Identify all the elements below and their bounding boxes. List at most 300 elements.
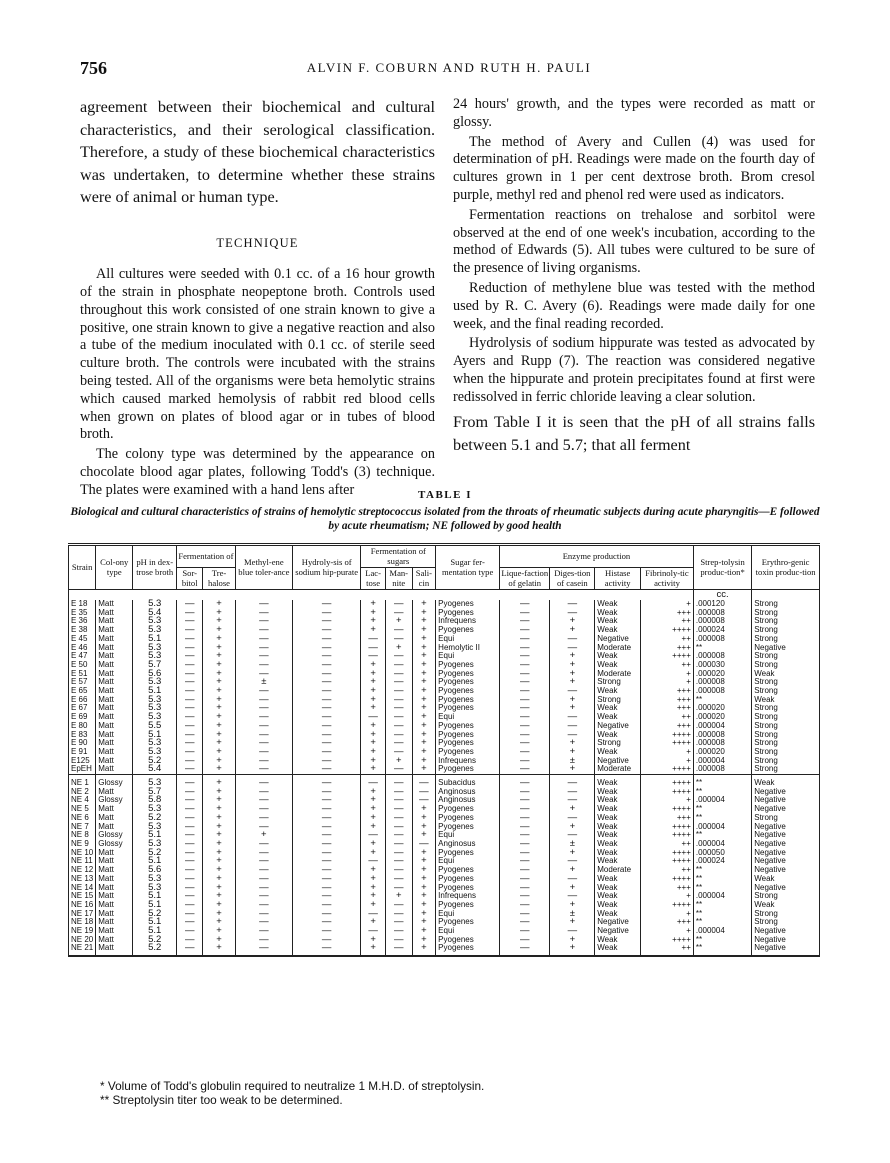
cell-streptolysin: .000020 — [693, 713, 751, 722]
cell-gelatin: — — [500, 617, 550, 626]
cell-sorbitol: — — [177, 910, 203, 919]
cell-salicin: + — [412, 875, 436, 884]
cell-casein: + — [550, 617, 595, 626]
cell-streptolysin: .000020 — [693, 670, 751, 679]
cell-histase: Weak — [595, 779, 641, 788]
cell-colony: Matt — [96, 704, 133, 713]
cell-salicin: + — [412, 927, 436, 936]
cell-sugar-type: Pyogenes — [436, 805, 500, 814]
cell-sugar-type: Pyogenes — [436, 626, 500, 635]
cell-methylene: — — [235, 805, 292, 814]
cell-sorbitol: — — [177, 927, 203, 936]
cell-methylene: — — [235, 661, 292, 670]
cell-lactose: + — [361, 901, 385, 910]
cell-trehalose: + — [203, 944, 235, 956]
cell-ph: 5.3 — [133, 713, 177, 722]
cell-casein: — — [550, 722, 595, 731]
cell-colony: Matt — [96, 936, 133, 945]
cell-streptolysin: .000004 — [693, 840, 751, 849]
cell-histase: Weak — [595, 661, 641, 670]
cell-streptolysin: .000008 — [693, 739, 751, 748]
cell-streptolysin: .000008 — [693, 652, 751, 661]
cell-ph: 5.3 — [133, 884, 177, 893]
cell-sorbitol: — — [177, 831, 203, 840]
cell-fibrinolytic: + — [641, 927, 694, 936]
cell-sorbitol: — — [177, 788, 203, 797]
cell-hippurate: — — [292, 757, 360, 766]
cell-methylene: — — [235, 944, 292, 956]
cell-ph: 5.1 — [133, 857, 177, 866]
cell-salicin: — — [412, 796, 436, 805]
cell-mannite: — — [385, 678, 412, 687]
cell-fibrinolytic: ++ — [641, 617, 694, 626]
cell-salicin: + — [412, 823, 436, 832]
cell-histase: Weak — [595, 910, 641, 919]
right-paragraph-1: The method of Avery and Cullen (4) was used for determination of pH. Readings were made on the fourth day of cultures grown in 1 per cent dextrose broth. Brom cresol purple, methyl red and phenol red were used as indicators. — [453, 133, 815, 203]
cell-strain: NE 17 — [69, 910, 96, 919]
cell-streptolysin: ** — [693, 875, 751, 884]
cell-strain: NE 10 — [69, 849, 96, 858]
cell-mannite: — — [385, 805, 412, 814]
cell-strain: E 47 — [69, 652, 96, 661]
cell-sorbitol: — — [177, 892, 203, 901]
cell-erythrogenic: Weak — [752, 670, 820, 679]
cell-salicin: + — [412, 748, 436, 757]
cell-sorbitol: — — [177, 652, 203, 661]
cell-methylene: — — [235, 644, 292, 653]
cell-methylene: — — [235, 626, 292, 635]
cell-sorbitol: — — [177, 600, 203, 609]
cell-salicin: + — [412, 609, 436, 618]
cell-erythrogenic: Strong — [752, 918, 820, 927]
cell-colony: Matt — [96, 644, 133, 653]
cell-ph: 5.3 — [133, 704, 177, 713]
cell-casein: + — [550, 670, 595, 679]
cell-erythrogenic: Strong — [752, 892, 820, 901]
cell-ph: 5.4 — [133, 765, 177, 774]
cell-casein: + — [550, 823, 595, 832]
cell-mannite: — — [385, 936, 412, 945]
cell-streptolysin: ** — [693, 910, 751, 919]
cell-sugar-type: Subacidus — [436, 779, 500, 788]
cell-sugar-type: Pyogenes — [436, 875, 500, 884]
cell-histase: Negative — [595, 722, 641, 731]
cell-sugar-type: Pyogenes — [436, 704, 500, 713]
cell-trehalose: + — [203, 609, 235, 618]
cell-salicin: — — [412, 788, 436, 797]
cell-colony: Matt — [96, 661, 133, 670]
footnote-1: * Volume of Todd's globulin required to neutralize 1 M.H.D. of streptolysin. — [100, 1079, 485, 1093]
cell-salicin: + — [412, 944, 436, 956]
cell-colony: Matt — [96, 884, 133, 893]
cell-colony: Glossy — [96, 779, 133, 788]
cell-strain: E 36 — [69, 617, 96, 626]
cell-ph: 5.5 — [133, 722, 177, 731]
cell-strain: NE 5 — [69, 805, 96, 814]
cell-sorbitol: — — [177, 796, 203, 805]
cell-sorbitol: — — [177, 626, 203, 635]
cell-mannite: — — [385, 840, 412, 849]
cell-trehalose: + — [203, 796, 235, 805]
cell-erythrogenic: Strong — [752, 814, 820, 823]
cell-gelatin: — — [500, 748, 550, 757]
cell-gelatin: — — [500, 600, 550, 609]
cell-strain: NE 20 — [69, 936, 96, 945]
cell-gelatin: — — [500, 779, 550, 788]
cell-sugar-type: Pyogenes — [436, 748, 500, 757]
cell-trehalose: + — [203, 875, 235, 884]
cell-histase: Moderate — [595, 644, 641, 653]
cell-gelatin: — — [500, 722, 550, 731]
cell-sugar-type: Pyogenes — [436, 866, 500, 875]
cell-mannite: — — [385, 696, 412, 705]
cell-fibrinolytic: ++++ — [641, 626, 694, 635]
col-hippurate: Hydroly-sis of sodium hip-purate — [292, 545, 360, 590]
cell-methylene: — — [235, 748, 292, 757]
cell-casein: — — [550, 635, 595, 644]
cell-lactose: — — [361, 779, 385, 788]
cell-erythrogenic: Strong — [752, 765, 820, 774]
cell-casein: ± — [550, 910, 595, 919]
cell-ph: 5.6 — [133, 866, 177, 875]
cell-sorbitol: — — [177, 918, 203, 927]
cell-streptolysin: .000008 — [693, 687, 751, 696]
cell-casein: + — [550, 944, 595, 956]
cell-trehalose: + — [203, 704, 235, 713]
cell-trehalose: + — [203, 731, 235, 740]
cell-casein: — — [550, 796, 595, 805]
section-heading: TECHNIQUE — [216, 235, 299, 250]
cell-streptolysin: .000120 — [693, 600, 751, 609]
cell-trehalose: + — [203, 805, 235, 814]
cell-colony: Matt — [96, 600, 133, 609]
cell-strain: E 66 — [69, 696, 96, 705]
cell-methylene: — — [235, 866, 292, 875]
cell-strain: NE 8 — [69, 831, 96, 840]
group-enzyme: Enzyme production — [500, 545, 694, 568]
cell-colony: Matt — [96, 765, 133, 774]
cell-casein: ± — [550, 840, 595, 849]
cell-methylene: — — [235, 910, 292, 919]
cell-casein: + — [550, 748, 595, 757]
cell-strain: E 51 — [69, 670, 96, 679]
cell-hippurate: — — [292, 670, 360, 679]
cell-sugar-type: Equi — [436, 927, 500, 936]
cell-erythrogenic: Weak — [752, 901, 820, 910]
cell-fibrinolytic: + — [641, 910, 694, 919]
cell-trehalose: + — [203, 748, 235, 757]
cell-fibrinolytic: +++ — [641, 609, 694, 618]
cell-colony: Matt — [96, 857, 133, 866]
table-caption: Biological and cultural characteristics of strains of hemolytic streptococcus isolated from the throats of rheumatic subjects during acute pharyngitis—E followed by acute rheumatism; NE followed by good health — [70, 506, 820, 532]
cell-histase: Weak — [595, 788, 641, 797]
cell-trehalose: + — [203, 635, 235, 644]
cell-sugar-type: Infrequens — [436, 617, 500, 626]
cell-sorbitol: — — [177, 635, 203, 644]
cell-strain: E 57 — [69, 678, 96, 687]
cell-fibrinolytic: ++++ — [641, 731, 694, 740]
cell-streptolysin: .000004 — [693, 927, 751, 936]
cell-streptolysin: .000008 — [693, 678, 751, 687]
cell-sugar-type: Equi — [436, 831, 500, 840]
cell-mannite: — — [385, 849, 412, 858]
cell-casein: — — [550, 814, 595, 823]
col-methylene: Methyl-ene blue toler-ance — [235, 545, 292, 590]
cell-lactose: + — [361, 918, 385, 927]
technique-paragraph-2: The colony type was determined by the appearance on chocolate blood agar plates, following Todd's (3) technique. The plates were examined with a hand lens after — [80, 446, 435, 498]
cell-sorbitol: — — [177, 696, 203, 705]
cell-strain: E 18 — [69, 600, 96, 609]
cell-histase: Weak — [595, 936, 641, 945]
cell-fibrinolytic: ++++ — [641, 779, 694, 788]
cell-colony: Matt — [96, 626, 133, 635]
cell-sugar-type: Infrequens — [436, 892, 500, 901]
cell-mannite: — — [385, 635, 412, 644]
cell-mannite: — — [385, 670, 412, 679]
col-strain: Strain — [69, 545, 96, 590]
cell-hippurate: — — [292, 713, 360, 722]
cell-gelatin: — — [500, 805, 550, 814]
cell-salicin: + — [412, 687, 436, 696]
cell-sugar-type: Pyogenes — [436, 765, 500, 774]
cell-histase: Weak — [595, 823, 641, 832]
cell-methylene: — — [235, 779, 292, 788]
cell-strain: E 65 — [69, 687, 96, 696]
cell-histase: Weak — [595, 857, 641, 866]
cell-ph: 5.1 — [133, 831, 177, 840]
cell-histase: Weak — [595, 875, 641, 884]
cell-hippurate: — — [292, 944, 360, 956]
cell-histase: Weak — [595, 805, 641, 814]
cell-salicin: + — [412, 617, 436, 626]
cell-colony: Matt — [96, 678, 133, 687]
cell-strain: NE 19 — [69, 927, 96, 936]
cell-mannite: + — [385, 617, 412, 626]
cell-ph: 5.4 — [133, 609, 177, 618]
cell-hippurate: — — [292, 840, 360, 849]
cell-lactose: + — [361, 617, 385, 626]
cell-mannite: — — [385, 704, 412, 713]
cell-casein: + — [550, 884, 595, 893]
cell-hippurate: — — [292, 788, 360, 797]
cell-lactose: + — [361, 757, 385, 766]
cell-strain: NE 14 — [69, 884, 96, 893]
cell-lactose: + — [361, 892, 385, 901]
cell-fibrinolytic: + — [641, 748, 694, 757]
cell-mannite: — — [385, 823, 412, 832]
cell-streptolysin: .000004 — [693, 722, 751, 731]
cell-histase: Weak — [595, 944, 641, 956]
cell-casein: — — [550, 687, 595, 696]
cell-mannite: — — [385, 831, 412, 840]
cell-histase: Strong — [595, 696, 641, 705]
cell-histase: Weak — [595, 748, 641, 757]
cell-hippurate: — — [292, 849, 360, 858]
cell-salicin: — — [412, 840, 436, 849]
cell-sorbitol: — — [177, 661, 203, 670]
cell-methylene: — — [235, 765, 292, 774]
cell-salicin: + — [412, 831, 436, 840]
cell-colony: Matt — [96, 910, 133, 919]
cell-gelatin: — — [500, 884, 550, 893]
cell-erythrogenic: Negative — [752, 805, 820, 814]
cell-trehalose: + — [203, 696, 235, 705]
cell-fibrinolytic: ++++ — [641, 788, 694, 797]
cell-streptolysin: ** — [693, 644, 751, 653]
cell-casein: — — [550, 927, 595, 936]
cell-strain: E 35 — [69, 609, 96, 618]
cell-mannite: — — [385, 796, 412, 805]
cell-salicin: + — [412, 805, 436, 814]
cell-ph: 5.3 — [133, 875, 177, 884]
cell-fibrinolytic: ++ — [641, 713, 694, 722]
running-header — [80, 58, 818, 80]
cell-lactose: — — [361, 644, 385, 653]
cell-trehalose: + — [203, 713, 235, 722]
cell-salicin: + — [412, 936, 436, 945]
cell-ph: 5.1 — [133, 901, 177, 910]
cell-erythrogenic: Strong — [752, 600, 820, 609]
cell-ph: 5.1 — [133, 927, 177, 936]
cell-mannite: — — [385, 927, 412, 936]
cell-erythrogenic: Strong — [752, 609, 820, 618]
cell-erythrogenic: Strong — [752, 739, 820, 748]
cell-streptolysin: .000004 — [693, 796, 751, 805]
cell-sugar-type: Pyogenes — [436, 600, 500, 609]
cell-trehalose: + — [203, 892, 235, 901]
cell-strain: E 46 — [69, 644, 96, 653]
cell-fibrinolytic: ++++ — [641, 765, 694, 774]
cell-streptolysin: ** — [693, 884, 751, 893]
cell-casein: — — [550, 609, 595, 618]
cell-salicin: + — [412, 857, 436, 866]
cell-salicin: + — [412, 757, 436, 766]
cell-casein: + — [550, 866, 595, 875]
cell-streptolysin: .000024 — [693, 857, 751, 866]
cell-colony: Glossy — [96, 831, 133, 840]
cell-hippurate: — — [292, 927, 360, 936]
cell-erythrogenic: Strong — [752, 617, 820, 626]
cell-fibrinolytic: ++ — [641, 661, 694, 670]
cell-salicin: + — [412, 918, 436, 927]
cell-streptolysin: .000008 — [693, 731, 751, 740]
cell-gelatin: — — [500, 849, 550, 858]
cell-ph: 5.3 — [133, 626, 177, 635]
cell-sugar-type: Pyogenes — [436, 731, 500, 740]
col-gelatin: Lique-faction of gelatin — [501, 568, 549, 588]
cell-strain: NE 4 — [69, 796, 96, 805]
cell-sugar-type: Anginosus — [436, 788, 500, 797]
cell-mannite: — — [385, 687, 412, 696]
cell-fibrinolytic: ++++ — [641, 936, 694, 945]
cell-methylene: — — [235, 635, 292, 644]
right-paragraph-3: Reduction of methylene blue was tested with the method used by R. C. Avery (6). Readings were made daily for one week, and the final reading recorded. — [453, 279, 815, 332]
cell-sugar-type: Pyogenes — [436, 936, 500, 945]
cell-ph: 5.3 — [133, 652, 177, 661]
cell-salicin: + — [412, 739, 436, 748]
cell-streptolysin: ** — [693, 944, 751, 956]
cell-methylene: — — [235, 696, 292, 705]
cell-gelatin: — — [500, 788, 550, 797]
cell-histase: Weak — [595, 626, 641, 635]
cell-colony: Matt — [96, 731, 133, 740]
col-mannite: Man-nite — [385, 568, 412, 590]
cell-sorbitol: — — [177, 901, 203, 910]
cell-lactose: + — [361, 687, 385, 696]
cell-erythrogenic: Strong — [752, 757, 820, 766]
cell-hippurate: — — [292, 704, 360, 713]
cell-casein: + — [550, 661, 595, 670]
cell-trehalose: + — [203, 687, 235, 696]
cell-lactose: + — [361, 748, 385, 757]
cell-hippurate: — — [292, 678, 360, 687]
footnote-2: ** Streptolysin titer too weak to be determined. — [100, 1093, 343, 1107]
cell-histase: Weak — [595, 704, 641, 713]
cell-sorbitol: — — [177, 805, 203, 814]
cell-mannite: — — [385, 713, 412, 722]
cell-hippurate: — — [292, 661, 360, 670]
cell-trehalose: + — [203, 670, 235, 679]
cell-methylene: — — [235, 918, 292, 927]
cell-casein: ± — [550, 757, 595, 766]
cell-casein: + — [550, 678, 595, 687]
cell-histase: Weak — [595, 814, 641, 823]
cell-sorbitol: — — [177, 765, 203, 774]
cell-strain: NE 21 — [69, 944, 96, 956]
cell-colony: Matt — [96, 617, 133, 626]
cell-hippurate: — — [292, 644, 360, 653]
cell-gelatin: — — [500, 901, 550, 910]
cell-gelatin: — — [500, 652, 550, 661]
cell-gelatin: — — [500, 831, 550, 840]
cell-hippurate: — — [292, 884, 360, 893]
cell-hippurate: — — [292, 609, 360, 618]
cell-gelatin: — — [500, 757, 550, 766]
cell-strain: E 45 — [69, 635, 96, 644]
cell-strain: E 50 — [69, 661, 96, 670]
cell-ph: 5.1 — [133, 731, 177, 740]
cell-methylene: — — [235, 687, 292, 696]
cell-erythrogenic: Strong — [752, 748, 820, 757]
right-column — [453, 96, 815, 459]
cell-salicin: + — [412, 635, 436, 644]
cell-streptolysin: .000008 — [693, 617, 751, 626]
cell-colony: Matt — [96, 918, 133, 927]
cell-sorbitol: — — [177, 739, 203, 748]
cell-streptolysin: .000004 — [693, 757, 751, 766]
cell-trehalose: + — [203, 840, 235, 849]
cell-strain: NE 16 — [69, 901, 96, 910]
col-ph: pH in dex-trose broth — [133, 545, 177, 590]
col-erythrogenic: Erythro-genic toxin produc-tion — [752, 545, 820, 590]
cell-salicin: + — [412, 731, 436, 740]
cell-salicin: + — [412, 670, 436, 679]
cell-histase: Weak — [595, 617, 641, 626]
cell-sugar-type: Equi — [436, 652, 500, 661]
left-column — [80, 96, 435, 502]
cell-lactose: + — [361, 944, 385, 956]
cell-colony: Matt — [96, 687, 133, 696]
cell-hippurate: — — [292, 892, 360, 901]
cell-fibrinolytic: +++ — [641, 687, 694, 696]
cell-fibrinolytic: ++++ — [641, 823, 694, 832]
cell-hippurate: — — [292, 823, 360, 832]
cell-gelatin: — — [500, 918, 550, 927]
cell-ph: 5.3 — [133, 696, 177, 705]
cell-hippurate: — — [292, 796, 360, 805]
cell-trehalose: + — [203, 857, 235, 866]
cell-methylene: — — [235, 600, 292, 609]
